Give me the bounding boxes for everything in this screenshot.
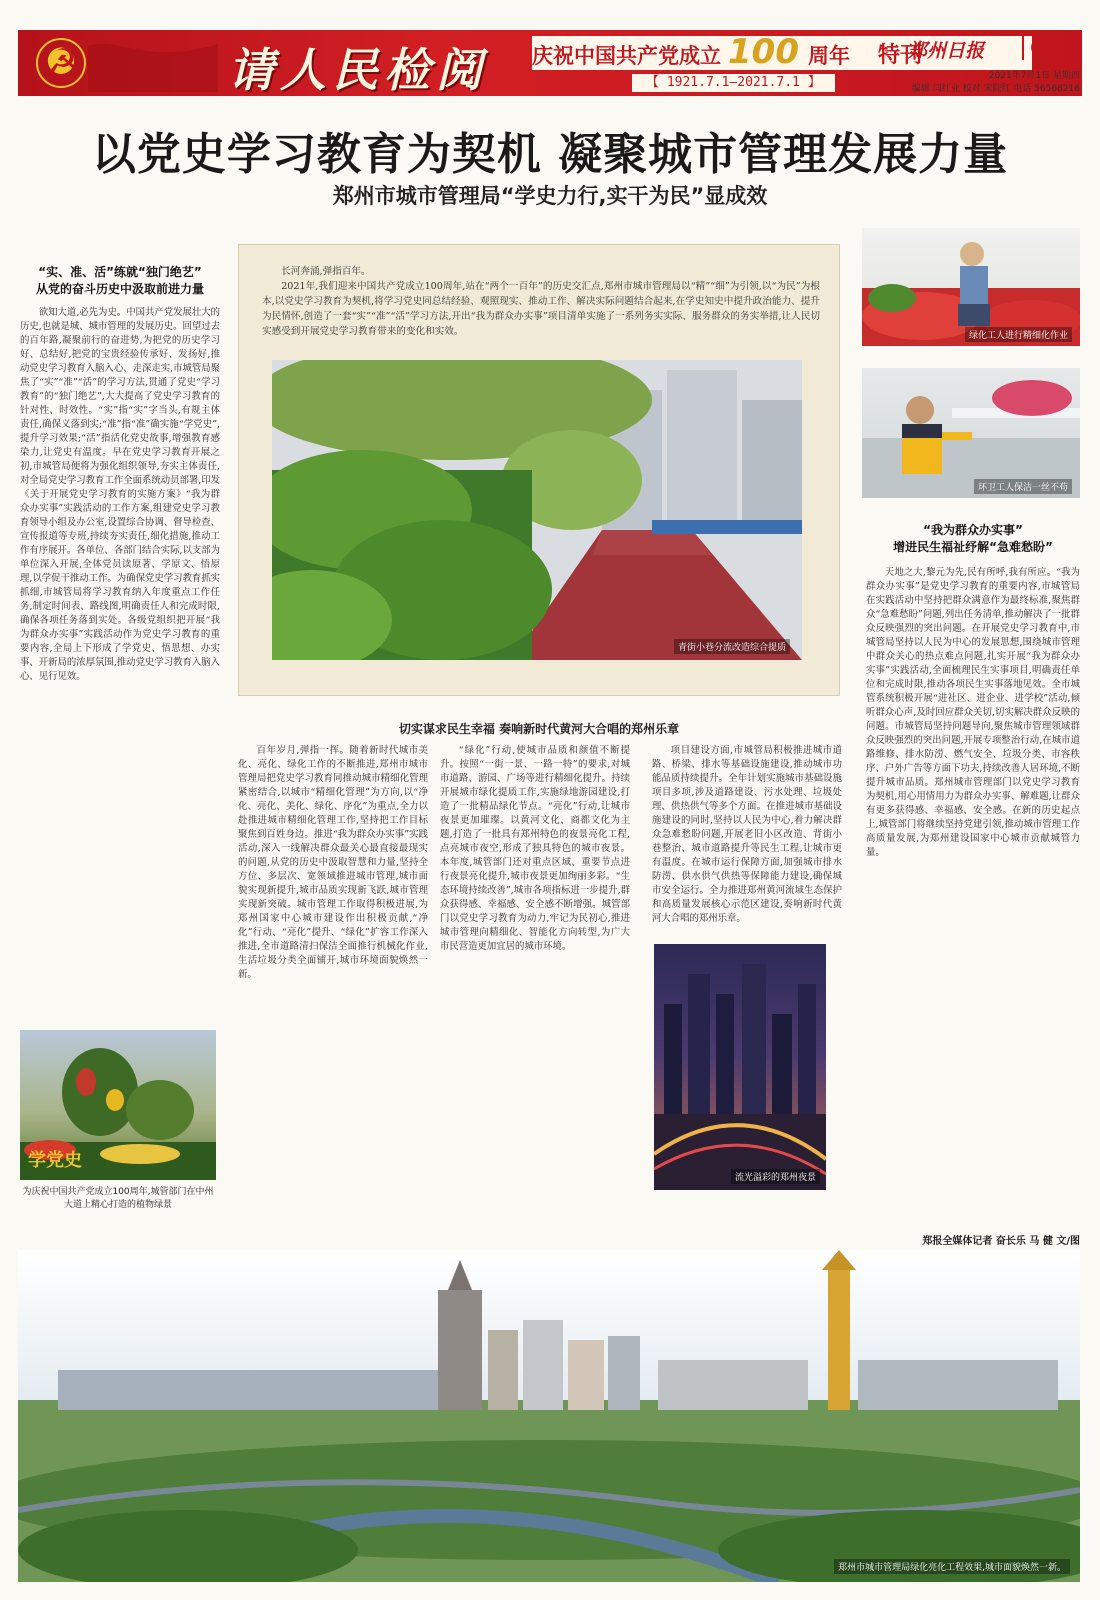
special-issue-label: 特刊 [878,43,923,68]
right-section-title-line2: 增进民生福祉纾解“急难愁盼” [893,540,1053,554]
left-section-title-line1: “实、准、活”练就“独门绝艺” [38,265,202,279]
night-city-illustration [654,944,826,1190]
page-subheadline: 郑州市城市管理局“学史力行,实干为民”显成效 [332,184,768,208]
page-headline: 以党史学习教育为契机 凝聚城市管理发展力量 [91,129,1009,180]
left-section-paragraph: 欲知大道,必先为史。中国共产党发展壮大的历史,也就是城、城市管理的发展历史。回望过去的百年路,凝聚前行的奋进势,为把党的历史学习好、总结好,把党的宝贵经验传承好、发扬好,推动党史学习教育入脑入心、走深走实,市城管局聚焦了“实”“准”“活”的学习方法,贯通了党史“学习教育”的“独门绝艺”,大大提高了党史学习教育的针对性、时效性。“实”指“实”字当头,有规主体责任,确保义落到实;“准”指“准”确实施“学党史”,提升学习效果;“活”指活化党史故事,增强教育感染力,让党史有温度。早在党史学习教育开展之初,市城管局便将为强化组织领导,夯实主体责任,对全局党史学习教育工作全面系统动员部署,印发《关于开展党史学习教育的实施方案》“我为群众办实事”实践活动的工作方案,组建党史学习教育领导小组及办公室,设置综合协调、督导检查、宣传报道等专班,持续夯实责任,细化措施,推动工作有序展开。各单位、各部门结合实际,以支部为单位深入开展,全体党员读原著、学原文、悟原理,以学促干推动工作。为确保党史学习教育抓实抓细,市城管局将学习教育纳入年度重点工作任务,制定时间表、路线图,明确责任人和完成时限,确保各项任务落到实处。各级党组织把开展“我为群众办实事”实践活动作为党史学习教育的重要内容,全局上下形成了学党史、悟思想、办实事、开新局的浓厚氛围,推动党史学习教育入脑入心、见行见效。 [20,307,220,682]
sanitation-photo-caption: 环卫工人保洁一丝不苟 [974,479,1072,494]
page-number: C20 [1022,36,1069,60]
street-photo-caption: 青街小巷分流改造综合提质 [674,639,790,654]
red-flag-wave-icon [88,36,218,92]
staff-line: 编辑 闫红业 校对 宋院红 电话 56568216 [911,84,1080,94]
gardener-photo-caption: 绿化工人进行精细化作业 [965,327,1072,342]
gardener-photo [862,228,1080,346]
feature-caption: 切实谋求民生幸福 奏响新时代黄河大合唱的郑州乐章 [398,722,680,736]
middle-column-2-text: “绿化”行动,使城市品质和颜值不断提升。按照“一街一景、一路一特”的要求,对城市道路、游园、广场等进行精细化提升。持续开展城市绿化提质工作,实施绿地游园建设,打造了一批精品绿化节点。“亮化”行动,让城市夜景更加璀璨。以黄河文化、商都文化为主题,打造了一批具有郑州特色的夜景亮化工程,点亮城市夜空,形成了独具特色的城市夜景。本年度,城管部门还对重点区域、重要节点进行夜景亮化提升,城市夜景更加绚丽多彩。“生态环境持续改善”,城市各项指标进一步提升,群众获得感、幸福感、安全感不断增强。城管部门以党史学习教育为动力,牢记为民初心,推进城市管理向精细化、智能化方向转型,为广大市民营造更加宜居的城市环境。 [440,745,630,952]
slogan-suffix: 周年 [808,44,850,68]
skyline-caption: 郑州市城市管理局绿化亮化工程效果,城市面貌焕然一新。 [834,1559,1070,1574]
left-section-body [20,306,220,1022]
skyline-illustration [18,1250,1080,1582]
sculpture-sign-text: 学党史 [28,1150,82,1171]
byline: 郑报全媒体记者 奋长乐 马 健 文/图 [922,1236,1080,1247]
right-section-paragraph: 天地之大,黎元为先,民有所呼,我有所应。“我为群众办实事”是党史学习教育的重要内容,市城管局在实践活动中坚持把群众满意作为最终标准,聚焦群众“急难愁盼”问题,列出任务清单,推动解决了一批群众反映强烈的突出问题。在开展党史学习教育中,市城管局坚持以人民为中心的发展思想,围绕城市管理中群众关心的热点难点问题,扎实开展“我为群众办实事”实践活动,全面梳理民生实事项目,明确责任单位和完成时限,推动各项民生实事落地见效。全市城管系统积极开展“进社区、进企业、进学校”活动,倾听群众心声,及时回应群众关切,切实解决群众反映的问题。市城管局坚持问题导向,聚焦城市管理领域群众反映强烈的突出问题,开展专项整治行动,在城市道路维修、排水防涝、燃气安全、垃圾分类、市容秩序、户外广告等方面下功夫,持续改善人居环境,不断提升城市品质。郑州城市管理部门以党史学习教育为契机,用心用情用力为群众办实事、解难题,让群众有更多获得感、幸福感、安全感。在新的历史起点上,城管部门将继续坚持党建引领,推动城市管理工作高质量发展,为郑州建设国家中心城市贡献城管力量。 [866,567,1080,858]
right-section-body [866,566,1080,1224]
street-illustration [272,360,802,660]
middle-column-1-text: 百年岁月,弹指一挥。随着新时代城市美化、亮化、绿化工作的不断推进,郑州市城市管理局把党史学习教育同推动城市精细化管理紧密结合,以城市“精细化管理”为方向,以“净化、亮化、美化、绿化、序化”为重点,全力以赴推进城市精细化管理工作,坚持把工作目标聚焦到百姓身边。推进“我为群众办实事”实践活动,深入一线解决群众最关心最直接最现实的问题,从党的历史中汲取智慧和力量,坚持全方位、多层次、宽领域推进城市管理,城市面貌实现新提升,城市品质实现新飞跃,城市管理实现新突破。城市管理工作取得积极进展,为郑州国家中心城市建设作出积极贡献,“净化”行动、“亮化”提升、“绿化”扩容工作深入推进,全市道路清扫保洁全面推行机械化作业,生活垃圾分类全面铺开,城市环境面貌焕然一新。 [238,745,428,980]
party-emblem-icon [36,38,86,88]
middle-column-3-text: 项目建设方面,市城管局积极推进城市道路、桥梁、排水等基础设施建设,推动城市功能品质持续提升。全年计划实施城市基础设施项目多项,涉及道路建设、污水处理、垃圾处理、供热供气等多个方面。在推进城市基础设施建设的同时,坚持以人民为中心,着力解决群众急难愁盼问题,开展老旧小区改造、背街小巷整治、城市道路提升等民生工程,让城市更有温度。在城市运行保障方面,加强城市排水防涝、供水供气供热等保障能力建设,确保城市安全运行。全力推进郑州黄河流域生态保护和高质量发展核心示范区建设,奏响新时代黄河大合唱的郑州乐章。 [652,745,842,924]
middle-column-1 [238,744,428,1204]
edition-info [902,70,1080,96]
column-name: 请人民检阅 [228,43,488,96]
slogan-prefix: 庆祝中国共产党成立 [532,44,721,68]
left-section-title-line2: 从党的奋斗历史中汲取前进力量 [35,282,204,296]
middle-column-2 [440,744,630,1204]
sanitation-worker-photo [862,368,1080,498]
right-section-title [866,522,1080,556]
intro-lead: 长河奔涌,弹指百年。 [281,266,371,277]
skyline-panorama-photo [18,1250,1080,1582]
intro-text [262,264,820,339]
intro-body: 2021年,我们迎来中国共产党成立100周年,站在“两个一百年”的历史交汇点,郑州市城市管理局以“精”“细”为引领,以“为民”为根本,以党史学习教育为契机,将学习党史同总结经验、观照现实、推动工作、解决实际问题结合起来,在学史知史中提升政治能力、提升为民情怀,创造了一套“实”“准”“活”学习方法,开出“我为群众办实事”项目清单实施了一系列务实实际、服务群众的务实举措,让人民切实感受到开展党史学习教育带来的变化和实效。 [262,281,820,337]
night-city-photo [654,944,826,1190]
newspaper-name: 郑州日报 [908,40,985,62]
slogan-number: 100 [728,32,799,72]
issue-date: 2021年7月1日 星期四 [988,71,1080,81]
right-section-title-line1: “我为群众办实事” [923,523,1023,537]
street-feature-photo [272,360,802,660]
plant-sculpture-caption: 为庆祝中国共产党成立100周年,城管部门在中州大道上精心打造的植物绿景 [22,1187,214,1210]
plant-sculpture-photo [20,1030,216,1180]
middle-column-3 [652,744,842,934]
night-photo-caption: 流光溢彩的郑州夜景 [731,1169,820,1184]
anniversary-dates: 【 1921.7.1—2021.7.1 】 [632,74,835,92]
left-section-title [20,264,220,298]
